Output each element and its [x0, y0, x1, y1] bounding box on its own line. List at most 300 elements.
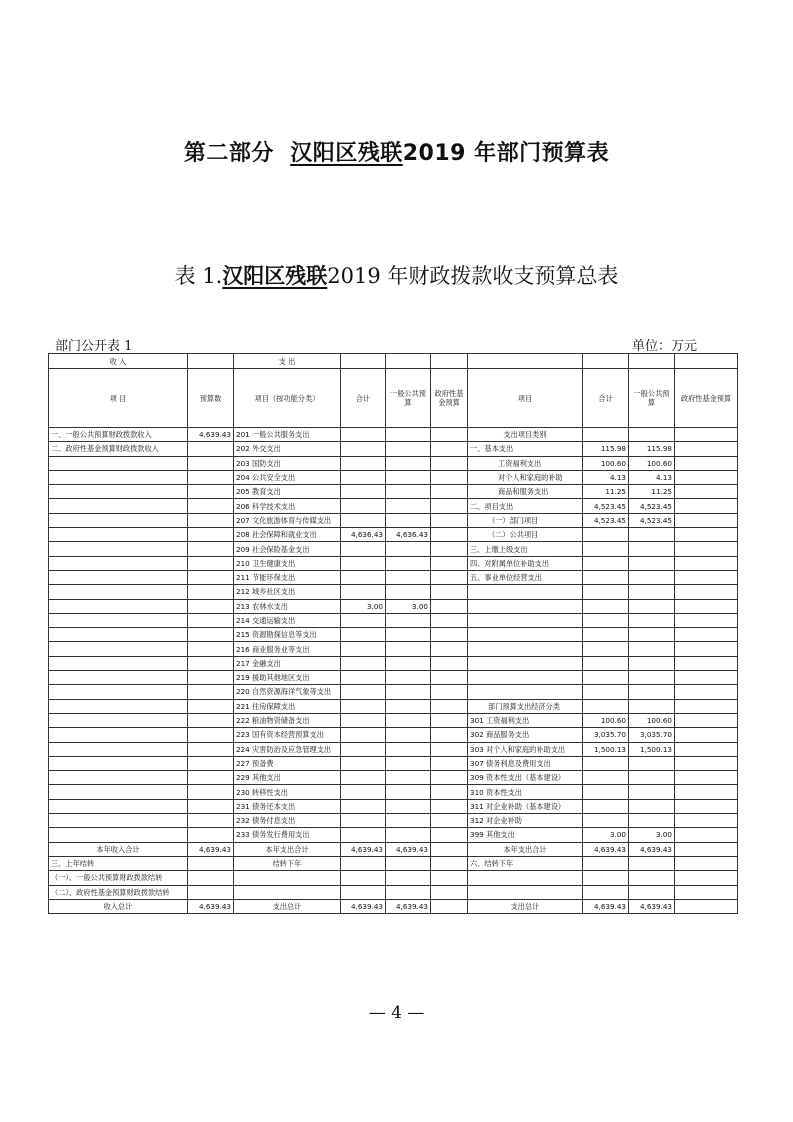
income-item-cell [49, 799, 188, 813]
table-row [49, 713, 738, 727]
economic-fund-cell [675, 828, 738, 842]
economic-general-cell: 4.13 [629, 470, 675, 484]
economic-general-cell [629, 671, 675, 685]
expense-total-cell [341, 456, 386, 470]
expense-general-cell [386, 771, 431, 785]
expense-item-cell: 211 节能环保支出 [234, 570, 341, 584]
expense-item-cell: 结转下年 [234, 856, 341, 870]
economic-fund-cell [675, 570, 738, 584]
expense-item-cell: 219 援助其他地区支出 [234, 671, 341, 685]
expense-general-cell [386, 642, 431, 656]
economic-item-cell: 310 资本性支出 [468, 785, 583, 799]
expense-item-cell: 212 城乡社区支出 [234, 585, 341, 599]
expense-header: 支 出 [234, 354, 341, 369]
income-amount-cell [188, 470, 234, 484]
economic-item-cell: 二、项目支出 [468, 499, 583, 513]
col-general-budget-2: 一般公共预算 [629, 369, 675, 428]
economic-item-cell [468, 599, 583, 613]
expense-item-cell: 230 转移性支出 [234, 785, 341, 799]
expense-general-cell [386, 556, 431, 570]
economic-general-cell [629, 613, 675, 627]
expense-total-cell [341, 485, 386, 499]
economic-general-cell [629, 814, 675, 828]
table-row [49, 728, 738, 742]
table-row [49, 699, 738, 713]
economic-fund-cell [675, 513, 738, 527]
expense-fund-cell [431, 642, 468, 656]
economic-fund-cell [675, 799, 738, 813]
income-amount-cell: 4,639.43 [188, 899, 234, 913]
economic-total-cell: 4,523.45 [583, 513, 629, 527]
economic-fund-cell [675, 585, 738, 599]
expense-total-cell [341, 671, 386, 685]
economic-general-cell: 3,035.70 [629, 728, 675, 742]
economic-total-cell: 3.00 [583, 828, 629, 842]
economic-total-cell [583, 856, 629, 870]
economic-fund-cell [675, 485, 738, 499]
economic-general-cell: 3.00 [629, 828, 675, 842]
economic-fund-cell [675, 771, 738, 785]
economic-item-cell: （一）部门项目 [468, 513, 583, 527]
expense-fund-cell [431, 814, 468, 828]
economic-item-cell: 商品和服务支出 [468, 485, 583, 499]
economic-fund-cell [675, 713, 738, 727]
col-total: 合计 [341, 369, 386, 428]
economic-fund-cell [675, 699, 738, 713]
table-row [49, 785, 738, 799]
table-row [49, 499, 738, 513]
income-amount-cell [188, 756, 234, 770]
income-amount-cell [188, 671, 234, 685]
economic-item-cell [468, 885, 583, 899]
economic-total-cell [583, 656, 629, 670]
economic-item-cell [468, 585, 583, 599]
economic-general-cell [629, 656, 675, 670]
expense-fund-cell [431, 470, 468, 484]
table-row [49, 570, 738, 584]
table-row [49, 628, 738, 642]
table-label: 部门公开表 1 [55, 339, 133, 354]
economic-item-cell: 312 对企业补助 [468, 814, 583, 828]
income-item-cell [49, 499, 188, 513]
table-row [49, 814, 738, 828]
income-item-cell [49, 656, 188, 670]
income-amount-cell [188, 785, 234, 799]
expense-fund-cell [431, 628, 468, 642]
expense-general-cell [386, 671, 431, 685]
table-row [49, 771, 738, 785]
income-item-cell [49, 542, 188, 556]
income-item-cell [49, 585, 188, 599]
income-item-cell [49, 685, 188, 699]
expense-total-cell: 3.00 [341, 599, 386, 613]
economic-fund-cell [675, 871, 738, 885]
expense-total-cell [341, 428, 386, 442]
economic-general-cell [629, 570, 675, 584]
expense-item-cell: 本年支出合计 [234, 842, 341, 856]
income-amount-cell [188, 699, 234, 713]
economic-item-cell: 六、结转下年 [468, 856, 583, 870]
expense-fund-cell [431, 713, 468, 727]
expense-general-cell [386, 542, 431, 556]
economic-general-cell [629, 585, 675, 599]
expense-fund-cell [431, 856, 468, 870]
expense-fund-cell [431, 613, 468, 627]
economic-general-cell: 4,523.45 [629, 513, 675, 527]
income-item-cell: 二、政府性基金预算财政拨款收入 [49, 442, 188, 456]
economic-general-cell [629, 771, 675, 785]
expense-general-cell: 3.00 [386, 599, 431, 613]
expense-general-cell [386, 799, 431, 813]
expense-fund-cell [431, 528, 468, 542]
expense-general-cell [386, 428, 431, 442]
expense-item-cell: 205 教育支出 [234, 485, 341, 499]
economic-item-cell: 一、基本支出 [468, 442, 583, 456]
expense-total-cell [341, 442, 386, 456]
expense-fund-cell [431, 542, 468, 556]
economic-item-cell: 309 资本性支出（基本建设） [468, 771, 583, 785]
unit-label: 单位：万元 [632, 339, 698, 354]
expense-general-cell [386, 656, 431, 670]
expense-total-cell [341, 771, 386, 785]
economic-item-cell: 301 工资福利支出 [468, 713, 583, 727]
expense-total-cell [341, 585, 386, 599]
expense-fund-cell [431, 556, 468, 570]
economic-item-cell: 311 对企业补助（基本建设） [468, 799, 583, 813]
income-item-cell [49, 613, 188, 627]
expense-item-cell: 207 文化旅游体育与传媒支出 [234, 513, 341, 527]
subtitle-suffix: 2019 年财政拨款收支预算总表 [327, 264, 619, 288]
page-number: — 4 — [368, 1003, 425, 1023]
income-amount-cell [188, 613, 234, 627]
income-item-cell [49, 513, 188, 527]
expense-item-cell: 232 债务付息支出 [234, 814, 341, 828]
economic-item-cell: 工资福利支出 [468, 456, 583, 470]
economic-item-cell: 本年支出合计 [468, 842, 583, 856]
income-item-cell [49, 485, 188, 499]
economic-fund-cell [675, 842, 738, 856]
expense-fund-cell [431, 828, 468, 842]
income-amount-cell [188, 456, 234, 470]
table-row [49, 871, 738, 885]
expense-total-cell: 4,636.43 [341, 528, 386, 542]
income-item-cell [49, 771, 188, 785]
economic-fund-cell [675, 685, 738, 699]
economic-general-cell [629, 642, 675, 656]
economic-item-cell [468, 871, 583, 885]
expense-general-cell [386, 628, 431, 642]
expense-item-cell [234, 885, 341, 899]
expense-total-cell [341, 728, 386, 742]
income-amount-cell [188, 499, 234, 513]
expense-fund-cell [431, 685, 468, 699]
economic-fund-cell [675, 814, 738, 828]
expense-total-cell [341, 799, 386, 813]
table-row [49, 885, 738, 899]
col-item: 项 目 [49, 369, 188, 428]
income-amount-cell [188, 799, 234, 813]
economic-item-cell: 303 对个人和家庭的补助支出 [468, 742, 583, 756]
income-item-cell [49, 756, 188, 770]
income-amount-cell [188, 814, 234, 828]
economic-fund-cell [675, 885, 738, 899]
economic-item-cell: 四、对附属单位补助支出 [468, 556, 583, 570]
expense-general-cell [386, 442, 431, 456]
economic-total-cell: 100.60 [583, 713, 629, 727]
expense-fund-cell [431, 885, 468, 899]
economic-total-cell [583, 599, 629, 613]
economic-item-cell: 支出项目类别 [468, 428, 583, 442]
economic-item-cell: 302 商品服务支出 [468, 728, 583, 742]
expense-general-cell [386, 785, 431, 799]
economic-item-cell [468, 685, 583, 699]
economic-item-cell: 部门预算支出经济分类 [468, 699, 583, 713]
expense-item-cell: 203 国防支出 [234, 456, 341, 470]
income-item-cell: 收入总计 [49, 899, 188, 913]
expense-fund-cell [431, 671, 468, 685]
economic-total-cell [583, 613, 629, 627]
income-item-cell: （一）、一般公共预算财政拨款结转 [49, 871, 188, 885]
economic-general-cell [629, 785, 675, 799]
expense-fund-cell [431, 513, 468, 527]
expense-fund-cell [431, 728, 468, 742]
table-row [49, 599, 738, 613]
expense-item-cell: 213 农林水支出 [234, 599, 341, 613]
table-row [49, 685, 738, 699]
expense-total-cell [341, 871, 386, 885]
economic-item-cell: 307 债务利息及费用支出 [468, 756, 583, 770]
income-amount-cell [188, 442, 234, 456]
table-row [49, 899, 738, 913]
income-amount-cell [188, 856, 234, 870]
expense-total-cell [341, 542, 386, 556]
economic-general-cell: 11.25 [629, 485, 675, 499]
income-amount-cell [188, 570, 234, 584]
expense-general-cell [386, 742, 431, 756]
income-item-cell [49, 785, 188, 799]
income-item-cell [49, 628, 188, 642]
table-row [49, 513, 738, 527]
expense-fund-cell [431, 871, 468, 885]
economic-total-cell [583, 756, 629, 770]
income-item-cell: 三、上年结转 [49, 856, 188, 870]
expense-item-cell: 220 自然资源海洋气象等支出 [234, 685, 341, 699]
expense-fund-cell [431, 699, 468, 713]
economic-fund-cell [675, 656, 738, 670]
table-row [49, 613, 738, 627]
title-org: 汉阳区残联 [290, 141, 403, 166]
expense-fund-cell [431, 799, 468, 813]
expense-fund-cell [431, 785, 468, 799]
table-row [49, 428, 738, 442]
economic-total-cell [583, 885, 629, 899]
income-amount-cell [188, 542, 234, 556]
economic-total-cell: 115.98 [583, 442, 629, 456]
income-item-cell: 一、一般公共预算财政拨款收入 [49, 428, 188, 442]
economic-fund-cell [675, 542, 738, 556]
income-amount-cell [188, 485, 234, 499]
income-item-cell [49, 456, 188, 470]
income-item-cell: （二）、政府性基金预算财政拨款结转 [49, 885, 188, 899]
economic-total-cell: 4.13 [583, 470, 629, 484]
expense-general-cell [386, 456, 431, 470]
expense-total-cell [341, 856, 386, 870]
income-item-cell [49, 742, 188, 756]
table-row [49, 456, 738, 470]
expense-general-cell [386, 728, 431, 742]
expense-general-cell [386, 856, 431, 870]
economic-item-cell: 五、事业单位经营支出 [468, 570, 583, 584]
economic-item-cell: 399 其他支出 [468, 828, 583, 842]
table-row [49, 671, 738, 685]
expense-item-cell: 233 债务发行费用支出 [234, 828, 341, 842]
economic-fund-cell [675, 899, 738, 913]
table-row [49, 656, 738, 670]
expense-general-cell: 4,636.43 [386, 528, 431, 542]
economic-total-cell [583, 428, 629, 442]
economic-total-cell [583, 785, 629, 799]
expense-total-cell [341, 513, 386, 527]
economic-item-cell: 支出总计 [468, 899, 583, 913]
economic-total-cell [583, 771, 629, 785]
economic-general-cell [629, 542, 675, 556]
income-amount-cell [188, 828, 234, 842]
expense-fund-cell [431, 771, 468, 785]
col-gov-fund: 政府性基金预算 [431, 369, 468, 428]
expense-item-cell: 231 债务还本支出 [234, 799, 341, 813]
economic-item-cell [468, 642, 583, 656]
expense-total-cell: 4,639.43 [341, 842, 386, 856]
header-row-1 [49, 354, 738, 369]
expense-general-cell: 4,639.43 [386, 899, 431, 913]
expense-general-cell [386, 470, 431, 484]
expense-fund-cell [431, 756, 468, 770]
economic-general-cell: 100.60 [629, 456, 675, 470]
expense-item-cell: 支出总计 [234, 899, 341, 913]
expense-fund-cell [431, 599, 468, 613]
income-item-cell [49, 642, 188, 656]
expense-item-cell: 201 一般公共服务支出 [234, 428, 341, 442]
economic-total-cell: 100.60 [583, 456, 629, 470]
economic-general-cell [629, 628, 675, 642]
economic-fund-cell [675, 671, 738, 685]
expense-total-cell [341, 828, 386, 842]
col-total-2: 合计 [583, 369, 629, 428]
economic-general-cell [629, 799, 675, 813]
economic-total-cell [583, 685, 629, 699]
income-amount-cell [188, 599, 234, 613]
economic-total-cell: 3,035.70 [583, 728, 629, 742]
income-item-cell [49, 671, 188, 685]
economic-fund-cell [675, 442, 738, 456]
economic-fund-cell [675, 742, 738, 756]
income-amount-cell [188, 656, 234, 670]
expense-fund-cell [431, 428, 468, 442]
table-row [49, 470, 738, 484]
col-general-budget: 一般公共预算 [386, 369, 431, 428]
economic-item-cell: （二）公共项目 [468, 528, 583, 542]
expense-item-cell: 210 卫生健康支出 [234, 556, 341, 570]
expense-item-cell: 206 科学技术支出 [234, 499, 341, 513]
page-title [0, 136, 793, 167]
table-row [49, 828, 738, 842]
economic-general-cell [629, 856, 675, 870]
economic-fund-cell [675, 628, 738, 642]
economic-fund-cell [675, 728, 738, 742]
table-row [49, 556, 738, 570]
economic-fund-cell [675, 599, 738, 613]
economic-total-cell [583, 542, 629, 556]
expense-fund-cell [431, 442, 468, 456]
economic-general-cell [629, 699, 675, 713]
expense-item-cell: 227 预备费 [234, 756, 341, 770]
expense-total-cell [341, 699, 386, 713]
expense-total-cell [341, 814, 386, 828]
expense-item-cell: 224 灾害防治及应急管理支出 [234, 742, 341, 756]
expense-general-cell [386, 485, 431, 499]
expense-total-cell [341, 756, 386, 770]
economic-total-cell [583, 528, 629, 542]
income-amount-cell [188, 513, 234, 527]
economic-total-cell [583, 585, 629, 599]
expense-item-cell: 214 交通运输支出 [234, 613, 341, 627]
economic-fund-cell [675, 528, 738, 542]
expense-general-cell [386, 814, 431, 828]
economic-general-cell: 115.98 [629, 442, 675, 456]
economic-total-cell: 1,500.13 [583, 742, 629, 756]
income-amount-cell [188, 713, 234, 727]
economic-fund-cell [675, 556, 738, 570]
economic-total-cell: 4,523.45 [583, 499, 629, 513]
economic-total-cell [583, 799, 629, 813]
expense-fund-cell [431, 499, 468, 513]
economic-total-cell [583, 814, 629, 828]
income-amount-cell [188, 556, 234, 570]
economic-fund-cell [675, 785, 738, 799]
income-item-cell [49, 570, 188, 584]
header-row-2 [49, 369, 738, 428]
income-amount-cell [188, 885, 234, 899]
economic-item-cell: 三、上缴上级支出 [468, 542, 583, 556]
income-amount-cell [188, 742, 234, 756]
expense-fund-cell [431, 456, 468, 470]
expense-fund-cell [431, 899, 468, 913]
table-row [49, 742, 738, 756]
expense-total-cell [341, 642, 386, 656]
table-row [49, 485, 738, 499]
income-item-cell [49, 814, 188, 828]
expense-total-cell [341, 570, 386, 584]
expense-item-cell: 223 国有资本经营预算支出 [234, 728, 341, 742]
income-amount-cell [188, 585, 234, 599]
subtitle-org: 汉阳区残联 [222, 264, 328, 288]
economic-item-cell [468, 628, 583, 642]
expense-fund-cell [431, 485, 468, 499]
table-row [49, 799, 738, 813]
economic-fund-cell [675, 499, 738, 513]
table-title [0, 260, 793, 290]
income-item-cell [49, 599, 188, 613]
col-item-economic: 项目 [468, 369, 583, 428]
expense-general-cell [386, 885, 431, 899]
expense-item-cell: 204 公共安全支出 [234, 470, 341, 484]
income-amount-cell: 4,639.43 [188, 428, 234, 442]
expense-item-cell [234, 871, 341, 885]
expense-fund-cell [431, 742, 468, 756]
expense-total-cell: 4,639.43 [341, 899, 386, 913]
title-part-suffix: 2019 年部门预算表 [402, 141, 610, 166]
income-amount-cell [188, 871, 234, 885]
